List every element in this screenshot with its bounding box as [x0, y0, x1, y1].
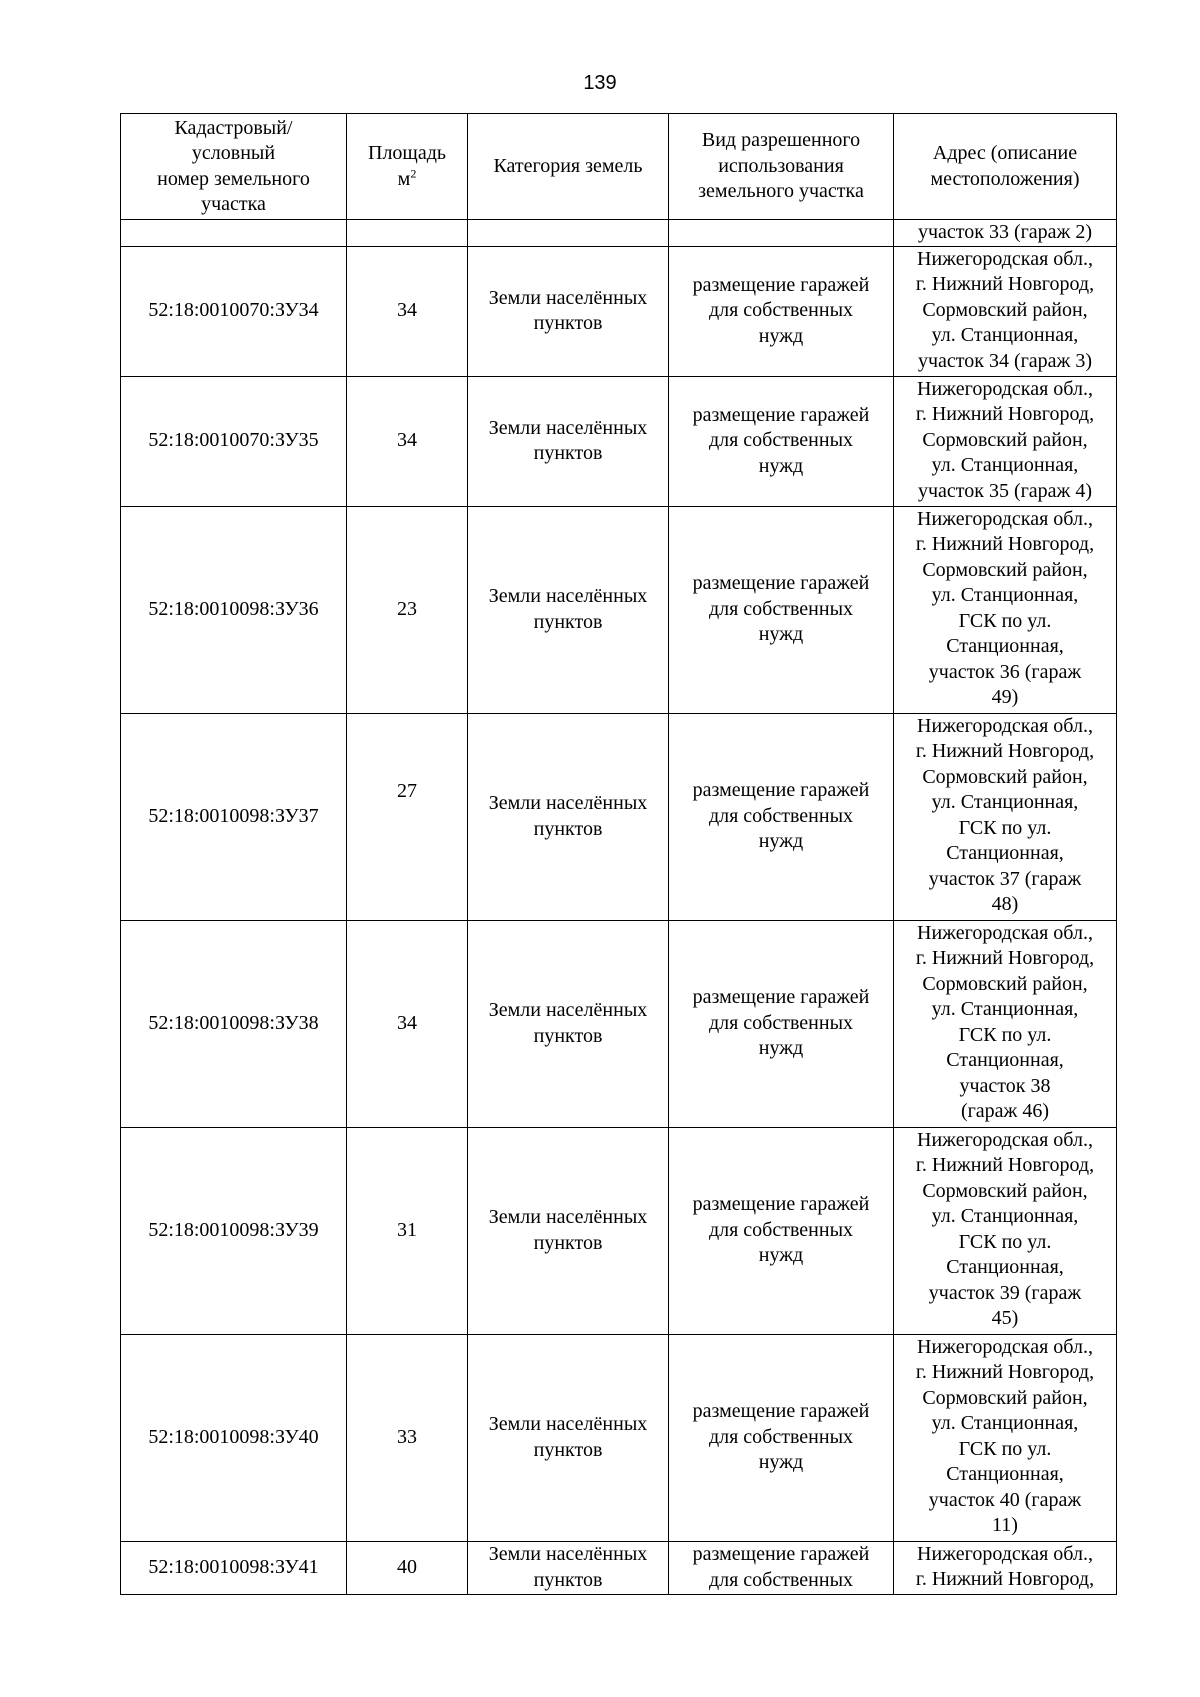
table-row: [121, 246, 1117, 376]
header-permitted-use: Вид разрешенного использования земельного участка: [669, 114, 894, 220]
header-area-unit: м: [397, 167, 411, 190]
cell-use: размещение гаражей для собственных нужд: [669, 1127, 894, 1334]
table-row: [121, 506, 1117, 713]
cell-category: Земли населённых пунктов: [468, 920, 669, 1127]
cell-cadastral: 52:18:0010098:ЗУ39: [121, 1127, 347, 1334]
header-cadastral-number: Кадастровый/ условный номер земельного участка: [121, 114, 347, 220]
header-area-word: Площадь: [368, 142, 446, 164]
cell-address: Нижегородская обл., г. Нижний Новгород, Сормовский район, ул. Станционная, ГСК по ул. Станционная, участок 37 (гараж 48): [894, 713, 1117, 920]
cell-category: Земли населённых пунктов: [468, 246, 669, 376]
cell-category: Земли населённых пунктов: [468, 506, 669, 713]
cell-area: 40: [347, 1541, 468, 1594]
cell-address: участок 33 (гараж 2): [894, 220, 1117, 247]
table-row: [121, 713, 1117, 920]
cell-cadastral: 52:18:0010070:ЗУ35: [121, 376, 347, 506]
table-row: [121, 1127, 1117, 1334]
cell-category: Земли населённых пунктов: [468, 1541, 669, 1594]
header-land-category: Категория земель: [468, 114, 669, 220]
cell-use: [669, 220, 894, 247]
cell-area: 34: [347, 920, 468, 1127]
cell-cadastral: 52:18:0010070:ЗУ34: [121, 246, 347, 376]
cell-area: 34: [347, 376, 468, 506]
cell-cadastral: 52:18:0010098:ЗУ41: [121, 1541, 347, 1594]
cell-cadastral: 52:18:0010098:ЗУ37: [121, 713, 347, 920]
table-row: [121, 1334, 1117, 1541]
table-row: [121, 1541, 1117, 1594]
cell-use: размещение гаражей для собственных нужд: [669, 506, 894, 713]
cell-cadastral: 52:18:0010098:ЗУ38: [121, 920, 347, 1127]
cell-area: 31: [347, 1127, 468, 1334]
cell-category: Земли населённых пунктов: [468, 1334, 669, 1541]
cell-address: Нижегородская обл., г. Нижний Новгород, Сормовский район, ул. Станционная, участок 35 (гараж 4): [894, 376, 1117, 506]
cell-category: Земли населённых пунктов: [468, 376, 669, 506]
cell-use: размещение гаражей для собственных нужд: [669, 246, 894, 376]
cell-address: Нижегородская обл., г. Нижний Новгород, Сормовский район, ул. Станционная, ГСК по ул. Станционная, участок 40 (гараж 11): [894, 1334, 1117, 1541]
cell-use: размещение гаражей для собственных нужд: [669, 920, 894, 1127]
table-row-continuation: [121, 220, 1117, 247]
land-plots-table: [120, 113, 1117, 1595]
cell-address: Нижегородская обл., г. Нижний Новгород, Сормовский район, ул. Станционная, участок 34 (гараж 3): [894, 246, 1117, 376]
cell-address: Нижегородская обл., г. Нижний Новгород, Сормовский район, ул. Станционная, ГСК по ул. Станционная, участок 38 (гараж 46): [894, 920, 1117, 1127]
cell-area: [347, 220, 468, 247]
header-area: [347, 114, 468, 220]
table-row: [121, 920, 1117, 1127]
cell-address: Нижегородская обл., г. Нижний Новгород,: [894, 1541, 1117, 1594]
cell-cadastral: 52:18:0010098:ЗУ40: [121, 1334, 347, 1541]
cell-cadastral: [121, 220, 347, 247]
cell-use: размещение гаражей для собственных нужд: [669, 713, 894, 920]
table-row: [121, 376, 1117, 506]
header-area-unit-exponent: 2: [410, 165, 417, 180]
cell-category: [468, 220, 669, 247]
page-number: 139: [583, 72, 617, 94]
cell-category: Земли населённых пунктов: [468, 1127, 669, 1334]
cell-area: 27: [347, 713, 468, 920]
header-address: Адрес (описание местоположения): [894, 114, 1117, 220]
cell-use: размещение гаражей для собственных нужд: [669, 376, 894, 506]
cell-address: Нижегородская обл., г. Нижний Новгород, Сормовский район, ул. Станционная, ГСК по ул. Станционная, участок 39 (гараж 45): [894, 1127, 1117, 1334]
cell-cadastral: 52:18:0010098:ЗУ36: [121, 506, 347, 713]
cell-area: 33: [347, 1334, 468, 1541]
cell-use: размещение гаражей для собственных нужд: [669, 1334, 894, 1541]
cell-address: Нижегородская обл., г. Нижний Новгород, Сормовский район, ул. Станционная, ГСК по ул. Станционная, участок 36 (гараж 49): [894, 506, 1117, 713]
table-header-row: [121, 114, 1117, 220]
cell-area: 34: [347, 246, 468, 376]
cell-area: 23: [347, 506, 468, 713]
cell-use: размещение гаражей для собственных: [669, 1541, 894, 1594]
cell-category: Земли населённых пунктов: [468, 713, 669, 920]
